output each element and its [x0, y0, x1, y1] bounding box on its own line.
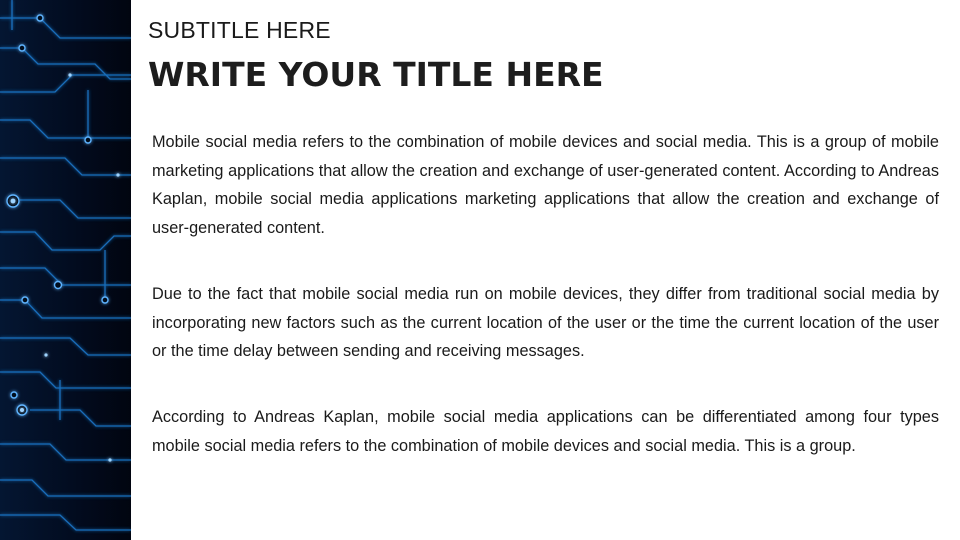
circuit-board-image — [0, 0, 131, 540]
slide-subtitle: SUBTITLE HERE — [148, 17, 331, 43]
slide-title: WRITE YOUR TITLE HERE — [148, 55, 604, 94]
circuit-board-graphic — [0, 0, 131, 540]
body-paragraph-2: Due to the fact that mobile social media run on mobile devices, they differ from traditional social media by incorporating new factors such as the current location of the user or the time the current location of the user or the time delay between sending and receiving messages. — [152, 285, 939, 361]
body-paragraph-1: Mobile social media refers to the combination of mobile devices and social media. This is a group of mobile marketing applications that allow the creation and exchange of user-generated content. According to Andreas Kaplan, mobile social media applications marketing applications that allow the creation and exchange of user-generated content. — [152, 133, 939, 238]
body-paragraph-3: According to Andreas Kaplan, mobile social media applications can be differentiated among four types mobile social media refers to the combination of mobile devices and social media. This is a group. — [152, 408, 939, 455]
